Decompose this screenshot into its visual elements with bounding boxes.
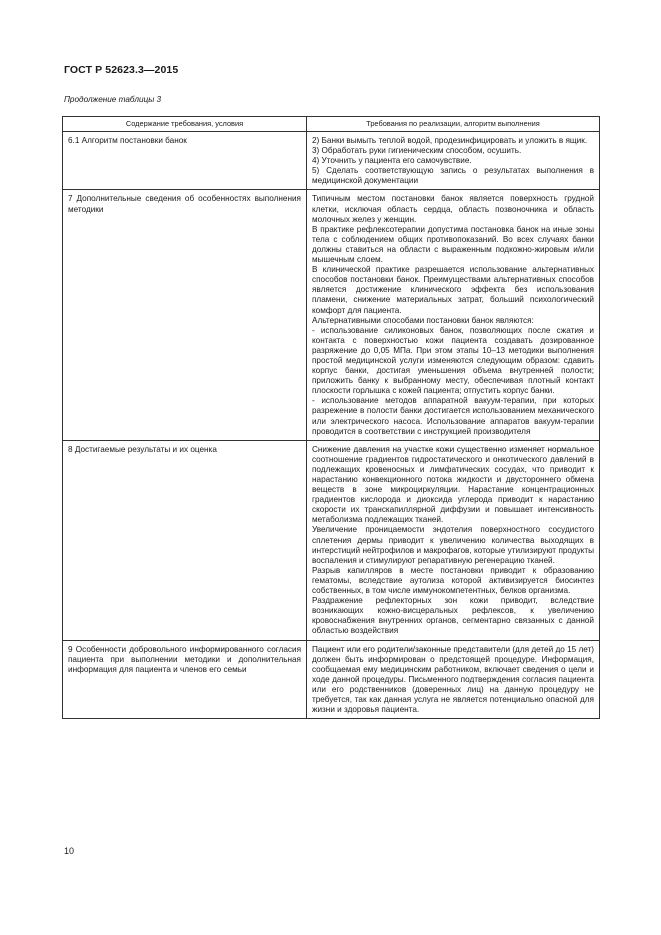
table-row	[63, 190, 600, 440]
implementation-paragraph: 3) Обработать руки гигиеническим способом, осушить.	[312, 146, 522, 156]
implementation-paragraph: Альтернативными способами постановки банок являются:	[312, 315, 534, 325]
implementation-cell	[307, 440, 600, 640]
implementation-paragraph: 4) Уточнить у пациента его самочувствие.	[312, 156, 472, 166]
condition-cell: 6.1 Алгоритм постановки банок	[63, 132, 307, 190]
page-number: 10	[64, 846, 75, 856]
implementation-paragraph: 2) Банки вымыть теплой водой, продезинфицировать и уложить в ящик.	[312, 136, 588, 145]
implementation-paragraph: Раздражение рефлекторных зон кожи приводит, вследствие возникающих кожно-висцеральных рефлексов, к увеличению кровоснабжения внутренних органов, сегментарно связанных с данной областью воздействия	[312, 596, 594, 636]
condition-cell: 9 Особенности добровольного информированного согласия пациента при выполнении методики и дополнительная информация для пациента и членов его семьи	[63, 640, 307, 719]
implementation-paragraph: - использование силиконовых банок, позволяющих после сжатия и контакта с поверхностью кожи пациента создавать дозированное разряжение до 0,05 МПа. При этом этапы 10–13 методики выполнения простой медицинской услуги изменяются следующим образом: сдавить корпус банки, достигая уменьшения объема внутренней полости; приложить банку к выбранному месту, обеспечивая плотный контакт плоскости горлышка с кожей пациента; отпустить корпус банки.	[312, 325, 594, 396]
condition-cell: 7 Дополнительные сведения об особенностях выполнения методики	[63, 190, 307, 440]
table-row	[63, 132, 600, 190]
implementation-paragraph: Пациент или его родители/законные представители (для детей до 15 лет) должен быть информирован о предстоящей процедуре. Информация, сообщаемая ему медицинским работником, включает сведения о цели и ходе данной процедуры. Письменного подтверждения согласия пациента или его родственников (доверенных лиц) на данную процедуру не требуется, так как данная услуга не является потенциально опасной для жизни и здоровья пациента.	[312, 644, 594, 715]
implementation-cell	[307, 640, 600, 719]
implementation-paragraph: Увеличение проницаемости эндотелия поверхностного сосудистого сплетения дермы приводит к увеличению количества выходящих в интерстиций нейтрофилов и макрофагов, которые утилизируют продукты воспаления и стимулируют репаративную регенерацию тканей.	[312, 525, 594, 565]
implementation-paragraph: Типичным местом постановки банок является поверхность грудной клетки, исключая область сердца, область позвоночника и область молочных желез у женщин.	[312, 194, 594, 224]
implementation-paragraph: Снижение давления на участке кожи существенно изменяет нормальное соотношение градиентов гидростатического и онкотического давлений в подлежащих кровеносных и лимфатических сосудах, что приводит к нарастанию конвекционного потока жидкости и двустороннего обмена веществ в зоне микроциркуляции. Нарастание концентрационных градиентов кислорода и диоксида углерода приводит к нарастанию скорости их транскапиллярной диффузии и повышает интенсивность метаболизма подлежащих тканей.	[312, 444, 594, 525]
table-header-row	[63, 117, 600, 132]
requirements-table	[62, 116, 600, 719]
implementation-paragraph: В практике рефлексотерапии допустима постановка банок на иные зоны тела с соблюдением общих противопоказаний. Во всех случаях банки должны ставиться на области с выраженным подкожно-жировым и/или мышечным слоем.	[312, 224, 594, 265]
document-standard-number: ГОСТ Р 52623.3—2015	[64, 64, 179, 76]
implementation-paragraph: В клинической практике разрешается использование альтернативных способов постановки банок. Преимуществами альтернативных способов является достижение клинического эффекта без использования пламени, снижение материальных затрат, больший психологический комфорт для пациента.	[312, 265, 594, 315]
implementation-cell	[307, 190, 600, 440]
implementation-paragraph: 5) Сделать соответствующую запись о результатах выполнения в медицинской документации	[312, 166, 594, 186]
implementation-paragraph: Разрыв капилляров в месте постановки приводит к образованию гематомы, вследствие аутолиза которой активизируется биосинтез собственных, в том числе иммунокомпетентных, белков организма.	[312, 565, 594, 596]
implementation-paragraph: - использование методов аппаратной вакуум-терапии, при которых разрежение в полости банки достигается использованием механического или электрического насоса. Использование аппаратов вакуум-терапии проводится в соответствии с инструкцией производителя	[312, 396, 594, 436]
condition-cell: 8 Достигаемые результаты и их оценка	[63, 440, 307, 640]
implementation-cell	[307, 132, 600, 190]
table-continuation-caption: Продолжение таблицы 3	[64, 95, 162, 104]
table-row	[63, 440, 600, 640]
column-header-condition: Содержание требования, условия	[63, 117, 307, 132]
table-row	[63, 640, 600, 719]
column-header-implementation: Требования по реализации, алгоритм выполнения	[307, 117, 600, 132]
